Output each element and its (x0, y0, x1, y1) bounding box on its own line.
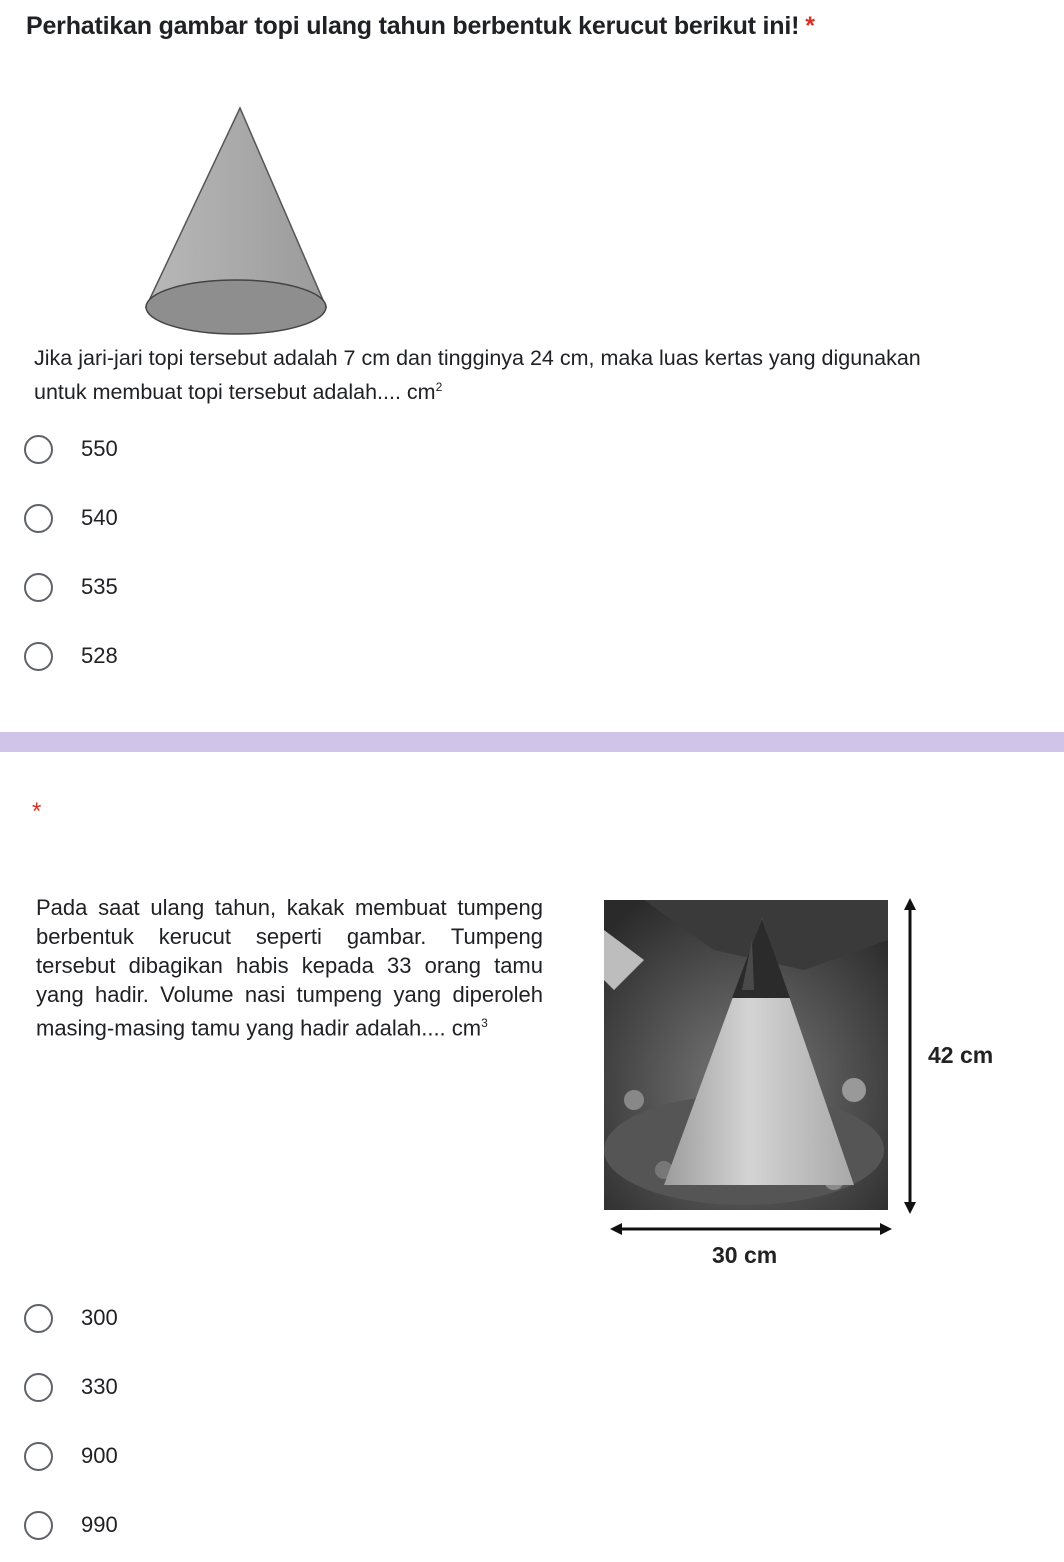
required-mark: * (805, 12, 815, 40)
question1-text-line1: Jika jari-jari topi tersebut adalah 7 cm dan tingginya 24 cm, maka luas kertas yang digunakan (34, 346, 921, 370)
q2-option-4[interactable] (24, 1505, 424, 1545)
radio-button[interactable] (24, 504, 53, 533)
q1-option-2[interactable] (24, 498, 424, 538)
radio-button[interactable] (24, 1373, 53, 1402)
tumpeng-photo (604, 900, 894, 1212)
radio-button[interactable] (24, 1304, 53, 1333)
option-label: 330 (81, 1374, 118, 1399)
question2-required-mark: * (32, 798, 42, 825)
question1-title-text: Perhatikan gambar topi ulang tahun berbentuk kerucut berikut ini! (26, 12, 800, 40)
option-label: 990 (81, 1512, 118, 1537)
option-label: 550 (81, 436, 118, 461)
question2-text (36, 893, 543, 1042)
radio-button[interactable] (24, 1511, 53, 1540)
q1-option-1[interactable] (24, 429, 424, 469)
question1-text-line2-wrap (34, 373, 1044, 407)
question1-text-line2: untuk membuat topi tersebut adalah.... cm (34, 380, 436, 405)
option-label: 900 (81, 1443, 118, 1468)
question1-title (26, 12, 1036, 41)
height-dimension-arrow (898, 898, 922, 1214)
section-divider (0, 732, 1064, 752)
width-label: 30 cm (712, 1242, 778, 1268)
radio-button[interactable] (24, 1442, 53, 1471)
radio-button[interactable] (24, 642, 53, 671)
q2-option-2[interactable] (24, 1367, 424, 1407)
unit-exponent: 3 (481, 1016, 488, 1030)
option-label: 528 (81, 643, 118, 668)
q1-option-3[interactable] (24, 567, 424, 607)
cone-hat-image (140, 100, 340, 340)
option-label: 540 (81, 505, 118, 530)
unit-exponent: 2 (435, 380, 443, 394)
width-dimension-arrow (610, 1218, 892, 1240)
height-label: 42 cm (928, 1042, 994, 1068)
q2-option-3[interactable] (24, 1436, 424, 1476)
option-label: 300 (81, 1305, 118, 1330)
q1-option-4[interactable] (24, 636, 424, 676)
radio-button[interactable] (24, 573, 53, 602)
q2-option-1[interactable] (24, 1298, 424, 1338)
question1-text (34, 344, 1044, 407)
option-label: 535 (81, 574, 118, 599)
radio-button[interactable] (24, 435, 53, 464)
question2-text-body: Pada saat ulang tahun, kakak membuat tumpeng berbentuk kerucut seperti gambar. Tumpeng tersebut dibagikan habis kepada 33 orang tamu yang hadir. Volume nasi tumpeng yang diperoleh masing-masing tamu yang hadir adalah.... cm (36, 895, 543, 1041)
